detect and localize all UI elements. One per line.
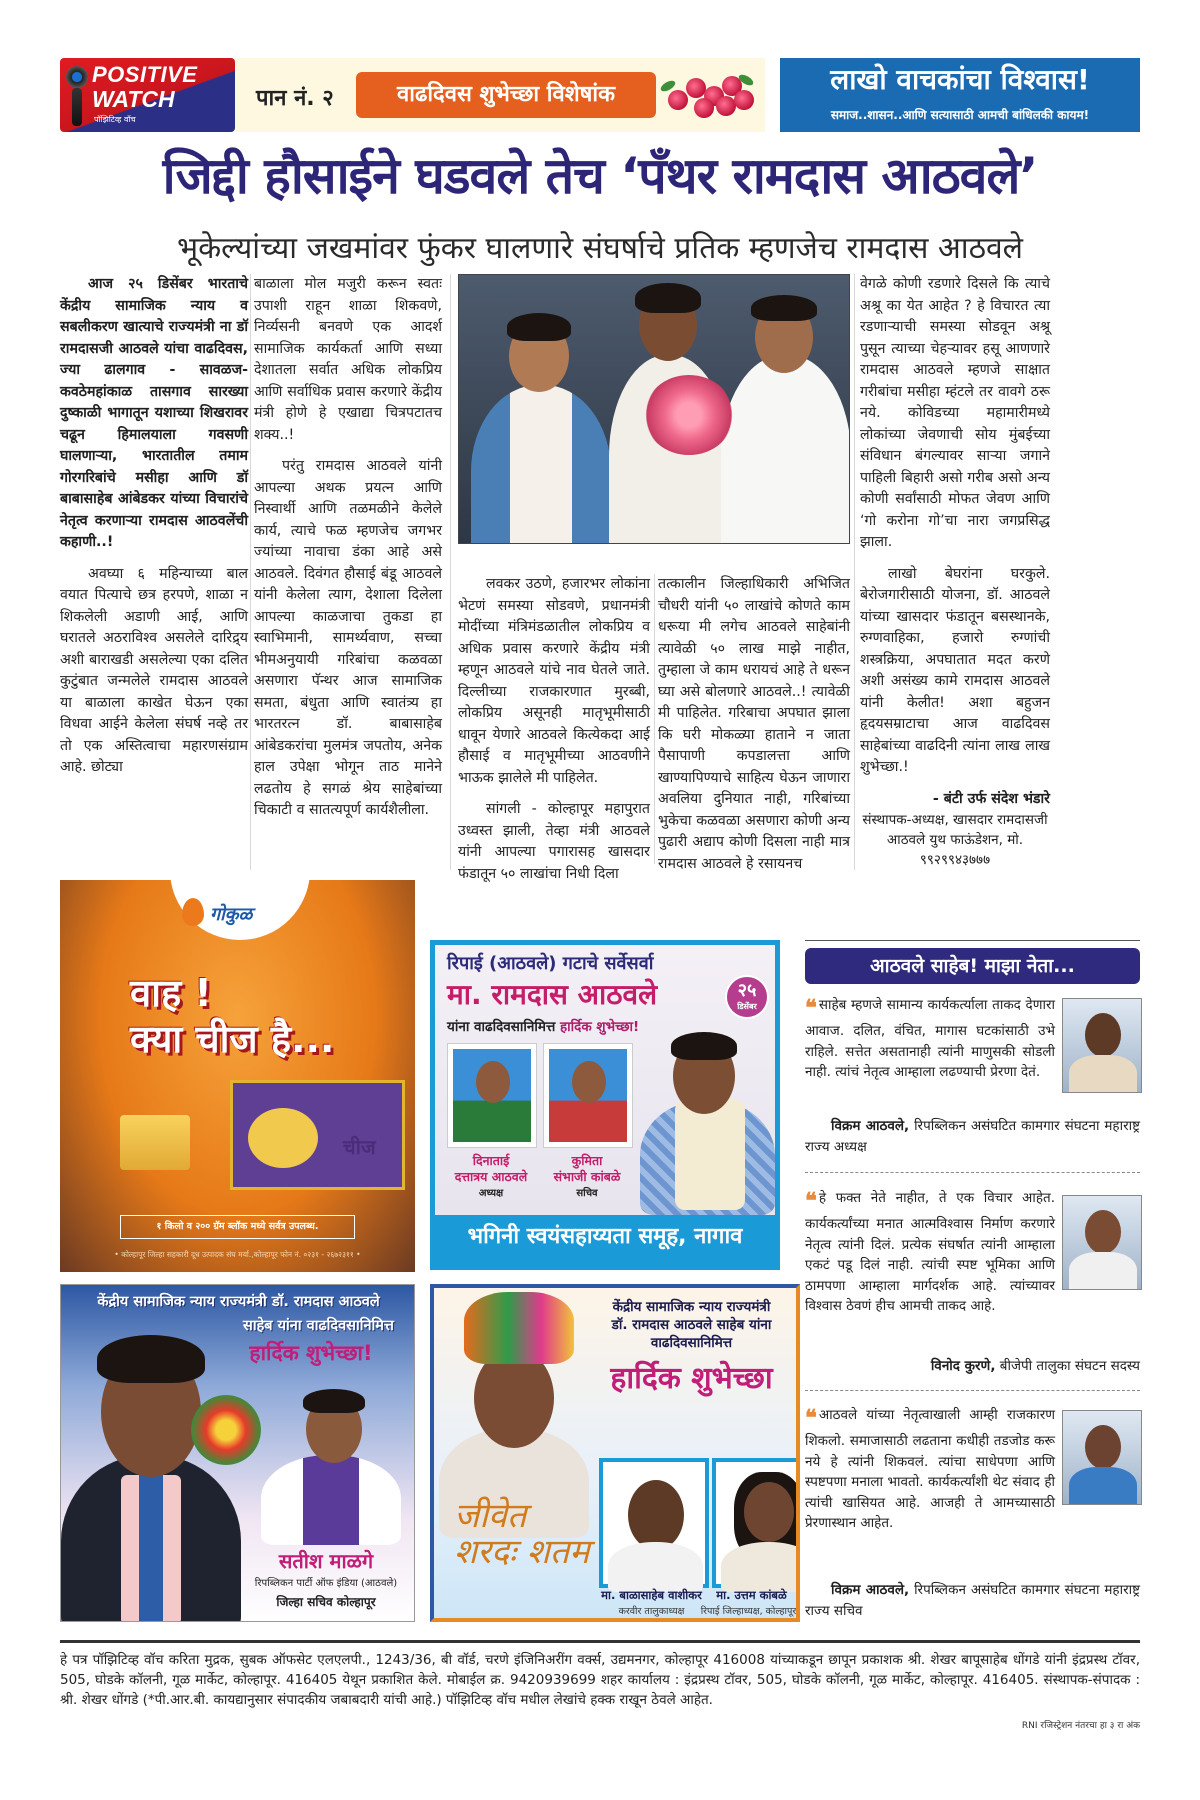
article-paragraph: सांगली - कोल्हापूर महापुरात उध्वस्त झाली, तेव्हा मंत्री आठवले यांनी आपल्या पगारासह खासदार फंडातून ५० लाखांचा निधी दिला <box>458 801 650 882</box>
column-divider <box>250 274 251 870</box>
leader-portrait <box>635 1030 775 1215</box>
satish-name: सतीश माळगे <box>278 1549 374 1573</box>
article-column-1 <box>60 274 248 789</box>
satish-ad-line2: साहेब यांना वाढदिवसानिमित्त <box>243 1318 394 1334</box>
dashed-divider <box>805 1390 1140 1391</box>
article-subheadline: भूकेल्यांच्या जखमांवर फुंकर घालणारे संघर्षाचे प्रतिक म्हणजेच रामदास आठवले <box>176 231 1024 266</box>
camera-lens-icon <box>66 66 88 88</box>
satish-org: रिपब्लिकन पार्टी ऑफ इंडिया (आठवले) <box>254 1578 398 1589</box>
microphone-icon <box>72 88 82 126</box>
logo-tagline: पॉझिटिव्ह वॉच <box>94 115 136 124</box>
person1-role: करवीर तालुकाध्यक्ष <box>618 1606 685 1617</box>
person2-name: मा. उत्तम कांबळे <box>716 1588 787 1602</box>
satish-role: जिल्हा सचिव कोल्हापूर <box>276 1595 376 1609</box>
rpi-ad-line2: मा. रामदास आठवले <box>447 978 658 1011</box>
turban-image <box>464 1292 574 1364</box>
quote-icon: ❝ <box>805 1188 817 1214</box>
article-headline: जिद्दी हौसाईने घडवले तेच ‘पँथर रामदास आठवले’ <box>162 147 1038 205</box>
cheese-block-image <box>120 1115 190 1170</box>
article-paragraph: परंतु रामदास आठवले यांनी आपल्या अथक प्रयत्न आणि निस्वार्थी आणि तळमळीने केलेले कार्य, त्याचे फळ म्हणजेच जगभर ज्यांच्या नावाचा डंका आहे असे आठवले. दिवंगत हौसाई बंडू आठवले यांनी केलेला त्याग, देशाला दिलेला आपल्या काळजाचा तुकडा हा स्वाभिमानी, सामर्थ्यवाण, सच्चा भीमअनुयायी गरिबांचा कळवळा असणारा पॅन्थर आज सामाजिक समता, बंधुता आणि स्वातंत्र्य हा भारतरत्न डॉ. बाबासाहेब आंबेडकरांचा मुलमंत्र जपतोय, अनेक हाल उपेक्षा भोगून ताठ मानेने लढतोय हे सगळं श्रेय साहेबांच्या चिकाटी व सातत्यपूर्ण कार्यशैलीला. <box>254 458 442 818</box>
article-paragraph: लवकर उठणे, हजारभर लोकांना भेटणं समस्या सोडवणे, प्रधानमंत्री मोदींच्या मंत्रिमंडळातील लोकप्रिय व अधिक प्रवास करणारे केंद्रीय मंत्री म्हणून आठवले यांचे नाव घेतले जाते. दिल्लीच्या राजकारणात मुरब्बी, लोकप्रिय असूनही मातृभूमीसाठी धावून येणारे आठवले कित्येकदा आई हौसाई व मातृभूमीच्या आठवणीने भाऊक झालेले मी पाहिलेत. <box>458 576 650 786</box>
column-divider <box>854 274 855 870</box>
column-divider <box>450 274 451 870</box>
author-title: संस्थापक-अध्यक्ष, खासदार रामदासजी आठवले युथ फाऊंडेशन, मो. ९९२९९४३७७७ <box>862 812 1048 868</box>
rpi-ad-line3: यांना वाढदिवसानिमित्त हार्दिक शुभेच्छा! <box>447 1019 640 1035</box>
person1-name: मा. बाळासाहेब वाशीकर <box>601 1588 702 1602</box>
article-column-2 <box>254 274 442 832</box>
article-column-5 <box>860 274 1050 870</box>
rpi-ad-footer: भगिनी स्वयंसहाय्यता समूह, नागाव <box>467 1224 743 1249</box>
article-paragraph: अवघ्या ६ महिन्याच्या बाल वयात पित्याचे छत्र हरपणे, शाळा न शिकलेली अडाणी आई, आणि घरातले अठराविश्व असलेले दारिद्र्य अशी बाराखडी असलेल्या एका दलित कुटुंबात जन्मलेले रामदास आठवले या बाळाला काखेत घेऊन एका विधवा आईने केलेला संघर्ष नव्हे तर तो एक अस्तित्वाचा महारणसंग्राम आहे. छोट्या <box>60 565 248 775</box>
testimonial-author-title: रिपब्लिकन असंघटित कामगार संघटना महाराष्ट्र राज्य सचिव <box>805 1582 1140 1619</box>
testimonial-author: विनोद कुरणे, <box>930 1358 996 1374</box>
testimonial-1: ❝ साहेब म्हणजे सामान्य कार्यकर्त्याला ताकद देणारा आवाज. दलित, वंचित, मागास घटकांसाठी उभे राहिले. सत्तेत असतानाही त्यांनी माणुसकी सोडली नाही. त्यांचं नेतृत्व आम्हाला लढण्याची प्रेरणा देतं. <box>805 995 1055 1080</box>
portrait-photo <box>599 1458 709 1588</box>
satish-portrait <box>261 1455 401 1545</box>
testimonial-photo <box>1062 998 1142 1093</box>
jeevet-sharadah-shatam: जीवेत शरदः शतम <box>454 1496 590 1572</box>
person2-role: रिपाई जिल्हाध्यक्ष, कोल्हापूर <box>700 1606 797 1617</box>
satish-ad-line1: केंद्रीय सामाजिक न्याय राज्यमंत्री डॉ. रामदास आठवले <box>97 1294 380 1310</box>
masthead <box>60 58 1140 132</box>
testimonial-2: ❝ हे फक्त नेते नाहीत, ते एक विचार आहेत. कार्यकर्त्यांच्या मनात आत्मविश्वास निर्माण करणारे नेतृत्व त्यांनी दिलं. प्रत्येक संघर्षात त्यांनी आम्हाला एकटं पडू दिलं नाही. त्यांची स्पष्ट भूमिका आणि ठामपणा आम्हाला मार्गदर्शक आहे. त्यांच्यावर विश्वास ठेवणं हीच आमची ताकद आहे. <box>805 1188 1055 1314</box>
testimonial-3: ❝ आठवले यांच्या नेतृत्वाखाली आम्ही राजकारण शिकलो. समाजासाठी लढताना कधीही तडजोड करू नये हे त्यांनी शिकवलं. त्यांचा साधेपणा आणि स्पष्टपणा मनाला भावतो. कार्यकर्त्यांशी थेट संवाद ही त्यांची खासियत आहे. आजही ते आमच्यासाठी प्रेरणास्थान आहेत. <box>805 1405 1055 1531</box>
author-name: - बंटी उर्फ संदेश भंडारे <box>932 790 1050 807</box>
gokul-headline-line1: वाह ! <box>130 971 212 1015</box>
logo-text-positive: POSITIVE <box>92 62 198 87</box>
portrait-photo <box>543 1043 633 1148</box>
testimonial-author-title: बीजेपी तालुका संघटन सदस्य <box>999 1358 1140 1374</box>
date-badge: २५ डिसेंबर <box>725 975 769 1019</box>
quote-icon: ❝ <box>805 995 817 1021</box>
rpi-nagav-greeting-ad[interactable]: रिपाई (आठवले) गटाचे सर्वेसर्वा मा. रामदास आठवले यांना वाढदिवसानिमित्त हार्दिक शुभेच्छा! २५ डिसेंबर दिनाताई दत्तात्रय आठवले अध्यक्ष कुमिता संभाजी कांबळे सचिव भगिनी स्वयंसहाय्यता समूह, नागाव <box>430 940 780 1270</box>
testimonial-author: विक्रम आठवले, <box>831 1118 910 1134</box>
quote-icon: ❝ <box>805 1405 817 1431</box>
trust-title: लाखो वाचकांचा विश्वास! <box>830 63 1090 96</box>
balasaheb-greeting-ad[interactable] <box>430 1284 800 1622</box>
portrait-photo <box>447 1043 537 1148</box>
article-paragraph: लाखो बेघरांना घरकुले. बेरोजगारीसाठी योजना, डॉ. आठवले यांच्या खासदार फंडातून बसस्थानके, रुग्णवाहिका, हजारो रुग्णांची शस्त्रक्रिया, अपघातात मदत करणे अशी असंख्य कामे रामदास आठवले यांनी केलीत! अशा बहुजन हृदयसम्राटाचा आज वाढदिवस साहेबांच्या वाढदिनी त्यांना लाख लाख शुभेच्छा.! <box>860 565 1050 775</box>
footer-rule <box>60 1640 1140 1643</box>
rpi-ad-line1: रिपाई (आठवले) गटाचे सर्वेसर्वा <box>447 953 654 974</box>
satish-ad-line3: हार्दिक शुभेच्छा! <box>249 1341 373 1365</box>
trust-subtitle: समाज..शासन..आणि सत्यासाठी आमची बांधिलकी कायम! <box>830 108 1090 122</box>
logo-text-watch: WATCH <box>92 86 175 112</box>
gokul-headline-line2: क्या चीज है... <box>130 1017 335 1061</box>
gokul-footer: • कोल्हापूर जिल्हा सहकारी दूध उत्पादक संघ मर्या.,कोल्हापूर फोन नं. ०२३१ - २६७२३११ • <box>114 1250 361 1259</box>
gokul-availability: १ किलो व २०० ग्रॅम ब्लॉक मध्ये सर्वत्र उपलब्ध. <box>120 1215 355 1239</box>
balasaheb-ad-wishes: हार्दिक शुभेच्छा <box>610 1361 773 1396</box>
cheese-product-label: चीज <box>343 1135 376 1159</box>
flower-bouquet-icon <box>644 375 734 455</box>
rni-note: RNI रजिस्ट्रेशन नंतरचा हा ३ रा अंक <box>1021 1721 1140 1731</box>
testimonial-photo <box>1062 1195 1142 1290</box>
positive-watch-logo[interactable] <box>60 58 235 132</box>
flower-bouquet-icon <box>191 1395 261 1465</box>
testimonial-photo <box>1062 1410 1142 1505</box>
column-divider <box>654 574 655 864</box>
imprint-footer: हे पत्र पॉझिटिव्ह वॉच करिता मुद्रक, सुबक ऑफसेट एलएलपी., 1243/36, बी वॉर्ड, चरणे इंजिनिअरींग वर्क्स, उद्यमनगर, कोल्हापूर 416008 यांच्याकडून छापून प्रकाशक श्री. शेखर बापूसाहेब धोंगडे यांनी इंद्रप्रस्थ टॉवर, 505, घोडके कॉलनी, गूळ मार्केट, कोल्हापूर. 416405 येथून प्रकाशित केले. मोबाईल क्र. 9420939699 शहर कार्यालय : इंद्रप्रस्थ टॉवर, 505, घोडके कॉलनी, गूळ मार्केट, कोल्हापूर. 416405. संस्थापक-संपादक : श्री. शेखर धोंगडे (*पी.आर.बी. कायद्यानुसार संपादकीय जबाबदारी यांची आहे.) पॉझिटिव्ह वॉच मधील लेखांचे हक्क राखून ठेवले आहेत. <box>60 1652 1140 1708</box>
page-number: पान नं. २ <box>256 86 334 111</box>
testimonials-heading: आठवले साहेब! माझा नेता... <box>805 948 1140 984</box>
photo-person-right <box>721 355 850 544</box>
article-lead-paragraph: आज २५ डिसेंबर भारताचे केंद्रीय सामाजिक न्याय व सबलीकरण खात्याचे राज्यमंत्री ना डॉ रामदासजी आठवले यांचा वाढदिवस, ज्या ढालगाव - सावळज-कवठेमहांकाळ तासगाव सारख्या दुष्काळी भागातून यशाच्या शिखरावर चढून हिमालयाला गवसणी घालणाऱ्या, भारतातील तमाम गोरगरिबांचे मसीहा आणि डॉ बाबासाहेब आंबेडकर यांच्या विचारांचे नेतृत्व करणाऱ्या रामदास आठवलेंची कहाणी..! <box>60 276 248 550</box>
article-paragraph: तत्कालीन जिल्हाधिकारी अभिजित चौधरी यांनी ५० लाखांचे कोणते काम धरूया मी लगेच आठवले साहेबांनी त्यावेळी ५० लाख माझे नाहीत, तुम्हाला जे काम धरायचं आहे ते धरून घ्या असे बोलणारे आठवले..! त्यावेळी मी पाहिलेत. गरिबाचा अपघात झाला कि घरी मोकळ्या हाताने न जाता पैसापाणी कपडालत्ता आणि खाण्यापिण्याचे साहित्य घेऊन जाणारा अवलिया दुनियात नाही, गरिबांच्या भुकेचा कळवळा असणारा कोणी अन्य पुढारी अद्याप कोणी दिसला नाही मात्र रामदास आठवले हे रसायनच <box>658 576 850 872</box>
balasaheb-ad-heading: केंद्रीय सामाजिक न्याय राज्यमंत्री डॉ. रामदास आठवले साहेब यांना वाढदिवसानिमित्त <box>611 1299 772 1351</box>
roses-bouquet-icon <box>656 68 761 120</box>
satish-malge-greeting-ad[interactable] <box>60 1284 415 1622</box>
milk-drop-icon <box>182 898 204 926</box>
article-column-3 <box>458 574 650 895</box>
section-rule <box>805 940 1140 941</box>
dashed-divider <box>805 1172 1140 1173</box>
testimonial-author: विक्रम आठवले, <box>831 1582 910 1598</box>
gokul-cheese-ad[interactable] <box>60 880 415 1272</box>
testimonial-author-title: रिपब्लिकन असंघटित कामगार संघटना महाराष्ट्र राज्य अध्यक्ष <box>805 1118 1140 1155</box>
photo-person-left <box>471 385 611 544</box>
article-paragraph: बाळाला मोल मजुरी करून स्वतः उपाशी राहून शाळा शिकवणे, निर्व्यसनी बनवणे एक आदर्श सामाजिक कार्यकर्ता आणि सध्या देशातला सर्वात अधिक लोकप्रिय आणि सर्वाधिक प्रवास करणारे केंद्रीय मंत्री होणे हे एखाद्या चित्रपटातच शक्य..! <box>254 276 442 443</box>
gokul-brand: गोकुळ <box>210 904 253 925</box>
article-photo[interactable] <box>458 274 850 544</box>
article-paragraph: वेगळे कोणी रडणारे दिसले कि त्याचे अश्रू का येत आहेत ? हे विचारत त्या रडणाऱ्याची समस्या सोडवून अश्रू पुसून त्याच्या चेहऱ्यावर हसू आणणारे रामदास आठवले म्हणजे साक्षात गरीबांचा मसीहा म्हंटले तर वावगे ठरू नये. कोविडच्या महामारीमध्ये लोकांच्या जेवणाची सोय मुंबईच्या संविधान बंगल्यावर साऱ्या जगाने पाहिली बिहारी असो गरीब असो अन्य कोणी सर्वांसाठी मोफत जेवण आणि ‘गो करोना गो’चा नारा जगप्रसिद्ध झाला. <box>860 276 1050 550</box>
portrait-photo <box>712 1458 800 1588</box>
gokul-headline <box>130 970 334 1062</box>
article-column-4 <box>658 574 850 885</box>
reader-trust-banner <box>780 58 1140 132</box>
cheese-box-image <box>230 1080 405 1190</box>
edition-label: वाढदिवस शुभेच्छा विशेषांक <box>356 72 656 118</box>
